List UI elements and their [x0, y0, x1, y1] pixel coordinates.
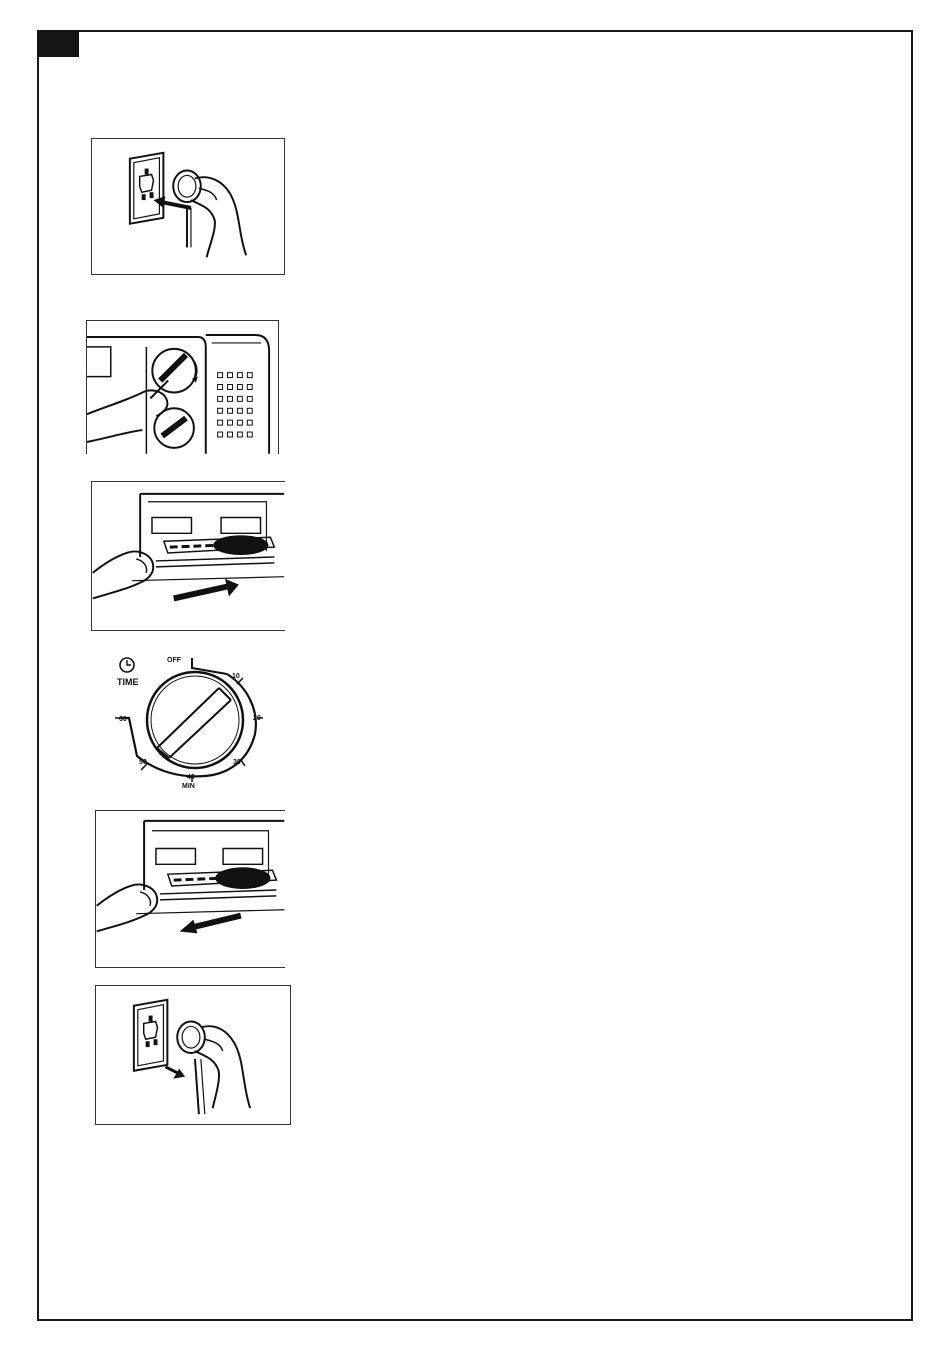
tray-remove-icon: [96, 811, 285, 967]
tray-insert-figure: [91, 481, 285, 631]
plug-insert-figure: [91, 138, 285, 275]
mark-40: 40: [187, 774, 195, 781]
mark-60: 60: [119, 716, 127, 723]
timer-dial-figure: [95, 648, 275, 794]
tray-insert-icon: [92, 482, 285, 630]
section-tab: [37, 30, 79, 57]
oven-knob-turn-icon: [87, 321, 278, 454]
min-label: MIN: [182, 783, 195, 790]
time-label: TIME: [117, 677, 139, 687]
off-label: OFF: [167, 657, 181, 664]
plug-remove-icon: [96, 986, 290, 1124]
plug-insert-icon: [92, 139, 284, 274]
tray-remove-figure: [95, 810, 285, 968]
mark-30: 30: [233, 759, 241, 766]
unplug-figure: [95, 985, 291, 1125]
timer-dial-icon: [95, 648, 275, 794]
mark-10: 10: [232, 673, 240, 680]
mark-50: 50: [139, 759, 147, 766]
knob-turn-figure: [86, 320, 279, 454]
mark-20: 20: [253, 715, 261, 722]
